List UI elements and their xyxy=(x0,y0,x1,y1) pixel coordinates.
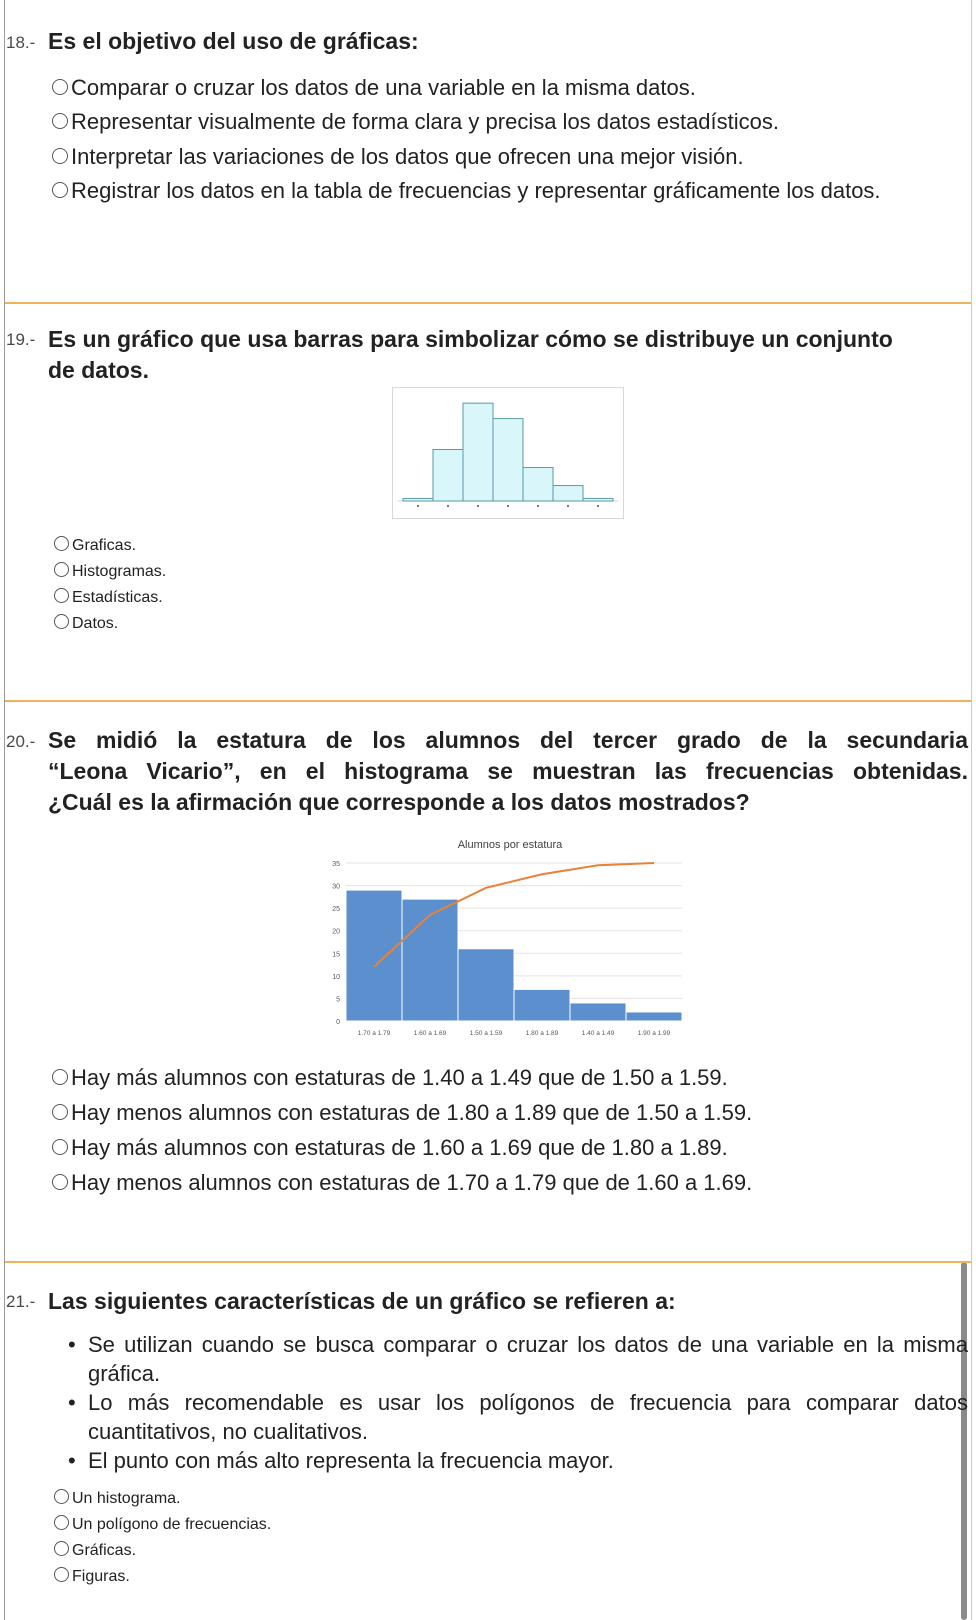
histogram-bar xyxy=(463,403,493,501)
y-tick-label: 25 xyxy=(332,906,340,914)
radio-circle-icon[interactable] xyxy=(54,588,69,603)
bar xyxy=(346,890,402,1021)
question-21-title: Las siguientes características de un gráfico se refieren a: xyxy=(48,1288,676,1314)
bullet-dot: • xyxy=(68,1332,76,1357)
histogram-bar xyxy=(583,498,613,501)
histogram-bar xyxy=(553,486,583,501)
bar xyxy=(514,989,570,1021)
option-label: Figuras. xyxy=(72,1568,130,1585)
section-divider xyxy=(5,1261,971,1263)
q21-bullet-3: El punto con más alto representa la frecuencia mayor. xyxy=(88,1448,614,1473)
option-label: Graficas. xyxy=(72,537,137,554)
q18-option-1[interactable] xyxy=(52,73,696,102)
y-tick-label: 10 xyxy=(332,973,340,981)
question-19-title: Es un gráfico que usa barras para simbolizar cómo se distribuye un conjunto de datos. xyxy=(48,326,893,383)
q21-option-1[interactable] xyxy=(54,1489,181,1509)
question-19-number: 19.- xyxy=(6,330,36,349)
y-tick-label: 0 xyxy=(336,1019,340,1026)
option-label: Datos. xyxy=(72,615,119,632)
option-label: Comparar o cruzar los datos de una variable en la misma datos. xyxy=(71,75,696,100)
radio-circle-icon[interactable] xyxy=(52,1174,68,1190)
bar-chart xyxy=(330,828,690,1046)
q18-option-2[interactable] xyxy=(52,107,779,136)
histogram-bar xyxy=(493,419,523,501)
q21-option-2[interactable] xyxy=(54,1515,271,1535)
option-label: Representar visualmente de forma clara y precisa los datos estadísticos. xyxy=(71,109,779,134)
option-label: Hay menos alumnos con estaturas de 1.70 a 1.79 que de 1.60 a 1.69. xyxy=(71,1170,753,1195)
y-tick-label: 15 xyxy=(332,951,340,959)
radio-circle-icon[interactable] xyxy=(54,562,69,577)
radio-circle-icon[interactable] xyxy=(54,1489,69,1504)
q19-option-4[interactable] xyxy=(54,614,118,634)
x-tick-label: 1.90 a 1.99 xyxy=(637,1030,671,1037)
bar xyxy=(402,899,458,1021)
question-20-title-line-1: Se midió la estatura de los alumnos del tercer grado de la secundaria xyxy=(48,727,968,753)
x-tick-mark xyxy=(537,505,539,507)
option-label: Estadísticas. xyxy=(72,589,163,606)
radio-circle-icon[interactable] xyxy=(52,182,68,198)
section-divider xyxy=(5,700,971,702)
bar xyxy=(458,949,514,1021)
q19-option-2[interactable] xyxy=(54,562,166,582)
option-label: Gráficas. xyxy=(72,1542,137,1559)
q20-option-1[interactable] xyxy=(52,1063,728,1092)
radio-circle-icon[interactable] xyxy=(52,113,68,129)
option-label: Un histograma. xyxy=(72,1490,181,1507)
x-tick-mark xyxy=(417,505,419,507)
bullet-dot: • xyxy=(68,1390,76,1415)
radio-circle-icon[interactable] xyxy=(54,614,69,629)
question-21-number: 21.- xyxy=(6,1292,36,1311)
bar xyxy=(626,1012,682,1021)
q21-option-4[interactable] xyxy=(54,1567,130,1587)
x-tick-mark xyxy=(597,505,599,507)
x-tick-label: 1.40 a 1.49 xyxy=(581,1030,615,1037)
chart-title: Alumnos por estatura xyxy=(457,839,563,851)
x-tick-mark xyxy=(477,505,479,507)
question-18-title: Es el objetivo del uso de gráficas: xyxy=(48,28,419,54)
histogram-bar xyxy=(433,450,463,502)
page-border-right xyxy=(971,0,972,1620)
question-18-number: 18.- xyxy=(6,33,36,52)
q18-option-3[interactable] xyxy=(52,142,744,171)
histogram-figure xyxy=(392,387,624,519)
x-tick-mark xyxy=(567,505,569,507)
histogram-bar xyxy=(403,498,433,501)
radio-circle-icon[interactable] xyxy=(52,79,68,95)
question-20-number: 20.- xyxy=(6,732,36,751)
radio-circle-icon[interactable] xyxy=(52,1139,68,1155)
radio-circle-icon[interactable] xyxy=(54,536,69,551)
x-tick-label: 1.50 a 1.59 xyxy=(469,1030,503,1037)
q20-option-2[interactable] xyxy=(52,1098,752,1127)
y-tick-label: 35 xyxy=(332,861,340,868)
q18-option-4[interactable] xyxy=(52,176,942,205)
page-border-left xyxy=(4,0,5,1620)
radio-circle-icon[interactable] xyxy=(52,148,68,164)
y-tick-label: 5 xyxy=(336,996,340,1004)
question-20-title-line-2: “Leona Vicario”, en el histograma se muestran las frecuencias obtenidas. xyxy=(48,758,968,784)
histogram-bar xyxy=(523,468,553,501)
option-label: Registrar los datos en la tabla de frecuencias y representar gráficamente los datos. xyxy=(71,178,881,203)
option-label: Histogramas. xyxy=(72,563,167,580)
x-tick-label: 1.70 a 1.79 xyxy=(357,1030,391,1037)
x-tick-label: 1.80 a 1.89 xyxy=(525,1030,559,1037)
radio-circle-icon[interactable] xyxy=(52,1104,68,1120)
q20-option-3[interactable] xyxy=(52,1133,728,1162)
option-label: Interpretar las variaciones de los datos que ofrecen una mejor visión. xyxy=(71,144,744,169)
q19-option-3[interactable] xyxy=(54,588,163,608)
radio-circle-icon[interactable] xyxy=(54,1541,69,1556)
radio-circle-icon[interactable] xyxy=(54,1515,69,1530)
q21-bullet-1: Se utilizan cuando se busca comparar o cruzar los datos de una variable en la misma gráfica. xyxy=(88,1332,968,1386)
radio-circle-icon[interactable] xyxy=(52,1069,68,1085)
option-label: Hay menos alumnos con estaturas de 1.80 a 1.89 que de 1.50 a 1.59. xyxy=(71,1100,753,1125)
question-20-title-line-3: ¿Cuál es la afirmación que corresponde a los datos mostrados? xyxy=(48,789,750,815)
bar-chart-figure xyxy=(330,828,690,1046)
bar xyxy=(570,1003,626,1021)
bullet-dot: • xyxy=(68,1448,76,1473)
histogram-chart xyxy=(393,388,623,518)
option-label: Hay más alumnos con estaturas de 1.40 a 1.49 que de 1.50 a 1.59. xyxy=(71,1065,728,1090)
y-tick-label: 20 xyxy=(332,928,340,936)
option-label: Un polígono de frecuencias. xyxy=(72,1516,272,1533)
x-tick-mark xyxy=(507,505,509,507)
option-label: Hay más alumnos con estaturas de 1.60 a 1.69 que de 1.80 a 1.89. xyxy=(71,1135,728,1160)
q21-option-3[interactable] xyxy=(54,1541,136,1561)
section-divider xyxy=(5,302,971,304)
x-tick-mark xyxy=(447,505,449,507)
y-tick-label: 30 xyxy=(332,883,340,891)
q20-option-4[interactable] xyxy=(52,1168,752,1197)
q19-option-1[interactable] xyxy=(54,536,136,556)
radio-circle-icon[interactable] xyxy=(54,1567,69,1582)
q21-bullet-2: Lo más recomendable es usar los polígonos de frecuencia para comparar datos cuantitativos, no cualitativos. xyxy=(88,1390,968,1444)
x-tick-label: 1.60 a 1.69 xyxy=(413,1030,447,1037)
